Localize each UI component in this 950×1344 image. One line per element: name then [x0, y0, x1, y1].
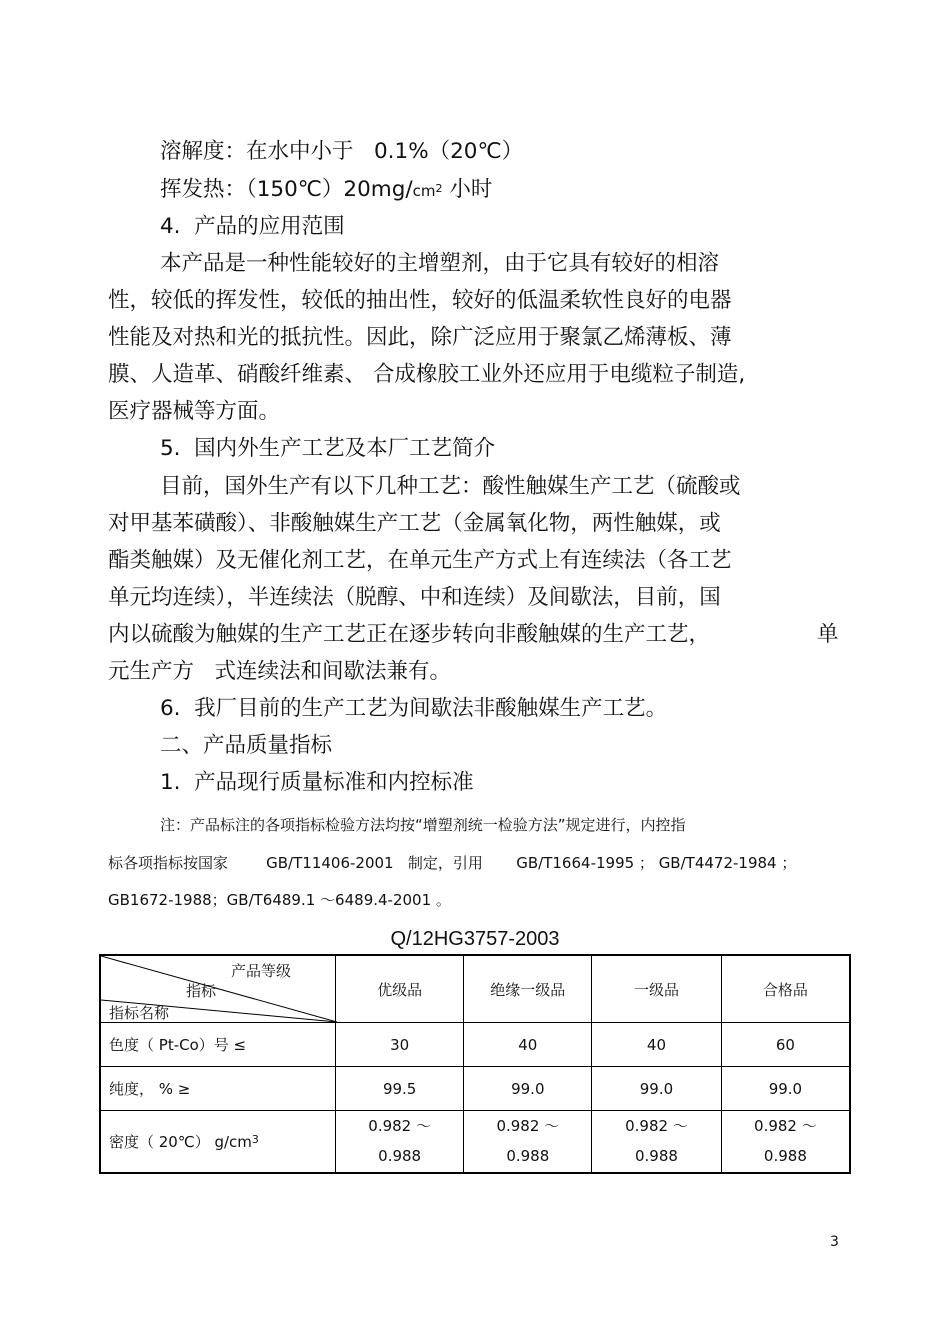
row-label-text: 密度（ 20℃） g/cm: [109, 1132, 252, 1151]
chapter-heading: 二、产品质量指标: [160, 733, 333, 758]
paragraph-line: 酯类触媒）及无催化剂工艺，在单元生产方式上有连续法（各工艺: [108, 548, 732, 573]
range-bottom: 0.988: [763, 1147, 807, 1166]
paragraph-line: 性能及对热和光的抵抗性。因此，除广泛应用于聚氯乙烯薄板、薄: [108, 325, 732, 350]
standard-code: Q/12HG3757-2003: [390, 928, 560, 950]
range-bottom: 0.988: [378, 1147, 422, 1166]
paragraph-line: 内以硫酸为触媒的生产工艺正在逐步转向非酸触媒的生产工艺，: [108, 622, 711, 647]
corner-indicator-label: 指标: [186, 982, 217, 1000]
row-label: [100, 1111, 335, 1173]
table-cell: 40: [464, 1023, 592, 1067]
note-line: 标各项指标按国家 GB/T11406-2001 制定，引用 GB/T1664-1995 ； GB/T4472-1984 ；: [108, 854, 797, 872]
note-line: 注：产品标注的各项指标检验方法均按“增塑剂统一检验方法”规定进行，内控指: [160, 816, 686, 834]
table-cell: 99.5: [335, 1067, 464, 1111]
header-corner-cell: [100, 955, 335, 1023]
range-top: 0.982 ～: [754, 1117, 817, 1136]
row-label: 纯度， % ≥: [100, 1067, 335, 1111]
table-cell: 99.0: [721, 1067, 850, 1111]
grade-header: 优级品: [335, 955, 464, 1023]
volatility-sup: 2: [435, 182, 443, 195]
paragraph-line: 性，较低的挥发性，较低的抽出性，较好的低温柔软性良好的电器: [108, 288, 732, 313]
grade-header: 绝缘一级品: [464, 955, 592, 1023]
solubility-line: 溶解度：在水中小于 0.1%（20℃）: [160, 139, 524, 164]
section-heading-5: 5. 国内外生产工艺及本厂工艺简介: [160, 436, 496, 461]
section-heading-6: 6. 我厂目前的生产工艺为间歇法非酸触媒生产工艺。: [160, 696, 668, 721]
range-top: 0.982 ～: [496, 1117, 560, 1136]
note-line: GB1672-1988；GB/T6489.1 ～6489.4-2001 。: [108, 891, 451, 909]
table-header-row: [100, 955, 850, 1023]
row-label-sup: 3: [251, 1132, 259, 1146]
table-cell: 99.0: [592, 1067, 722, 1111]
paragraph-line: 元生产方 式连续法和间歇法兼有。: [108, 659, 452, 684]
table-row: [100, 1111, 850, 1173]
range-top: 0.982 ～: [625, 1117, 688, 1136]
range-bottom: 0.988: [506, 1147, 550, 1166]
volatility-text: 挥发热：（150℃）20mg/: [160, 177, 413, 202]
table-row: [100, 1067, 850, 1111]
paragraph-line-tail: 单: [817, 622, 839, 647]
paragraph-line: 目前，国外生产有以下几种工艺：酸性触媒生产工艺（硫酸或: [160, 474, 741, 499]
table-cell: 30: [335, 1023, 464, 1067]
range-bottom: 0.988: [634, 1147, 678, 1166]
row-label: 色度（ Pt-Co）号 ≤: [100, 1023, 335, 1067]
table-row: [100, 1023, 850, 1067]
page-number: 3: [830, 1234, 839, 1250]
table-cell: [464, 1111, 592, 1173]
table-cell: 40: [592, 1023, 722, 1067]
paragraph-line: 膜、人造革、硝酸纤维素、 合成橡胶工业外还应用于电缆粒子制造,: [108, 362, 746, 387]
grade-header: 一级品: [592, 955, 722, 1023]
table-cell: [335, 1111, 464, 1173]
range-top: 0.982 ～: [368, 1117, 431, 1136]
table-cell: 99.0: [464, 1067, 592, 1111]
paragraph-line: 医疗器械等方面。: [108, 399, 281, 424]
table-cell: 60: [721, 1023, 850, 1067]
corner-grade-label: 产品等级: [231, 962, 292, 980]
corner-name-label: 指标名称: [109, 1004, 170, 1022]
subsection-heading-1: 1. 产品现行质量标准和内控标准: [160, 770, 474, 795]
volatility-tail: 小时: [442, 177, 493, 202]
table-cell: [721, 1111, 850, 1173]
section-heading-4: 4. 产品的应用范围: [160, 214, 345, 239]
volatility-line: [160, 175, 492, 208]
table-cell: [592, 1111, 722, 1173]
volatility-unit: cm: [412, 182, 436, 200]
grade-header: 合格品: [721, 955, 850, 1023]
paragraph-line: 本产品是一种性能较好的主增塑剂，由于它具有较好的相溶: [160, 251, 720, 276]
quality-table: [99, 954, 851, 1174]
paragraph-line: 单元均连续），半连续法（脱醇、中和连续）及间歇法，目前，国: [108, 585, 721, 610]
paragraph-line: 对甲基苯磺酸）、非酸触媒生产工艺（金属氧化物，两性触媒，或: [108, 511, 721, 536]
